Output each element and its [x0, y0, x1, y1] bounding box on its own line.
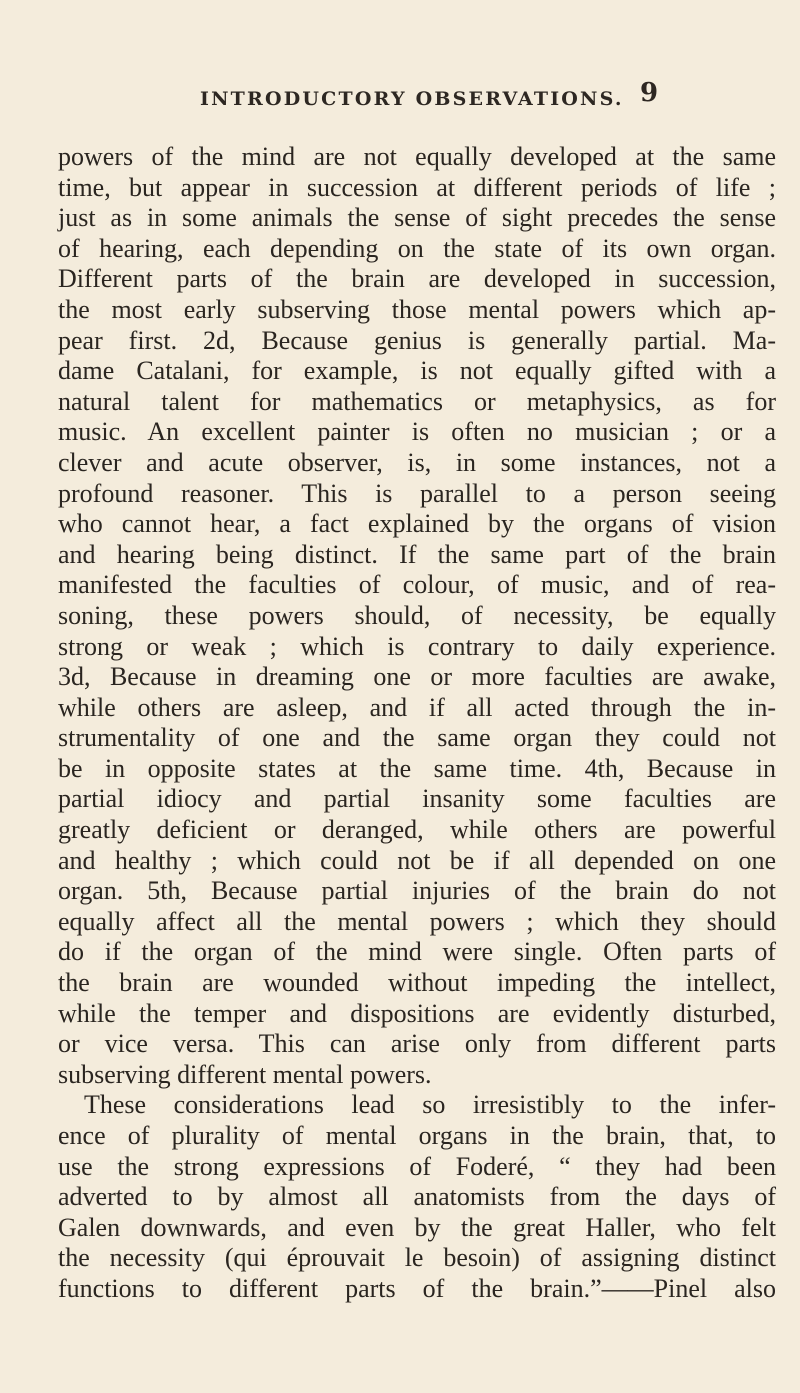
text-line: profound reasoner. This is parallel to a person seeing [58, 478, 776, 508]
text-line: partial idiocy and partial insanity some faculties are [58, 784, 776, 814]
text-line: greatly deficient or deranged, while others are powerful [58, 815, 776, 845]
text-line: 3d, Because in dreaming one or more faculties are awake, [58, 662, 776, 692]
paragraph-start-line: These considerations lead so irresistibly to the infer- [84, 1090, 776, 1120]
text-line: ence of plurality of mental organs in the brain, that, to [58, 1121, 776, 1150]
text-line: powers of the mind are not equally developed at the same [58, 142, 776, 171]
body-text [58, 142, 776, 1305]
text-line: who cannot hear, a fact explained by the organs of vision [58, 509, 776, 539]
text-line: while others are asleep, and if all acted through the in- [58, 692, 776, 722]
text-line: pear first. 2d, Because genius is generally partial. Ma- [58, 325, 776, 355]
text-line: functions to different parts of the brain.”——Pinel also [58, 1273, 776, 1303]
text-line: or vice versa. This can arise only from different parts [58, 1029, 776, 1059]
text-line: and healthy ; which could not be if all depended on one [58, 845, 776, 875]
text-line: use the strong expressions of Foderé, “ they had been [58, 1151, 776, 1181]
text-line: adverted to by almost all anatomists from the days of [58, 1182, 776, 1212]
text-line: organ. 5th, Because partial injuries of the brain do not [58, 876, 776, 906]
text-line: the brain are wounded without impeding the intellect, [58, 968, 776, 998]
text-line: just as in some animals the sense of sight precedes the sense [58, 203, 776, 233]
text-line: strumentality of one and the same organ they could not [58, 723, 776, 753]
text-line: be in opposite states at the same time. 4th, Because in [58, 753, 776, 783]
text-line: of hearing, each depending on the state of its own organ. [58, 233, 776, 263]
paragraph-end-line: subserving different mental powers. [58, 1059, 432, 1089]
text-line: clever and acute observer, is, in some instances, not a [58, 447, 776, 477]
text-line: do if the organ of the mind were single. Often parts of [58, 937, 776, 967]
text-line: music. An excellent painter is often no musician ; or a [58, 417, 776, 447]
text-line: Different parts of the brain are developed in succession, [58, 264, 776, 294]
text-line: Galen downwards, and even by the great Haller, who felt [58, 1212, 776, 1242]
text-line: and hearing being distinct. If the same part of the brain [58, 539, 776, 569]
running-title: INTRODUCTORY OBSERVATIONS. [200, 88, 624, 110]
text-line: time, but appear in succession at different periods of life ; [58, 172, 776, 202]
running-head [60, 78, 760, 124]
text-line: while the temper and dispositions are evidently disturbed, [58, 998, 776, 1028]
text-line: the necessity (qui éprouvait le besoin) of assigning distinct [58, 1243, 776, 1273]
text-line: soning, these powers should, of necessity, be equally [58, 600, 776, 630]
text-line: equally affect all the mental powers ; which they should [58, 906, 776, 936]
text-line: natural talent for mathematics or metaphysics, as for [58, 386, 776, 416]
text-line: manifested the faculties of colour, of music, and of rea- [58, 570, 776, 600]
text-line: the most early subserving those mental powers which ap- [58, 294, 776, 324]
page-number: 9 [640, 78, 659, 108]
text-line: dame Catalani, for example, is not equally gifted with a [58, 356, 776, 386]
text-line: strong or weak ; which is contrary to daily experience. [58, 631, 776, 661]
